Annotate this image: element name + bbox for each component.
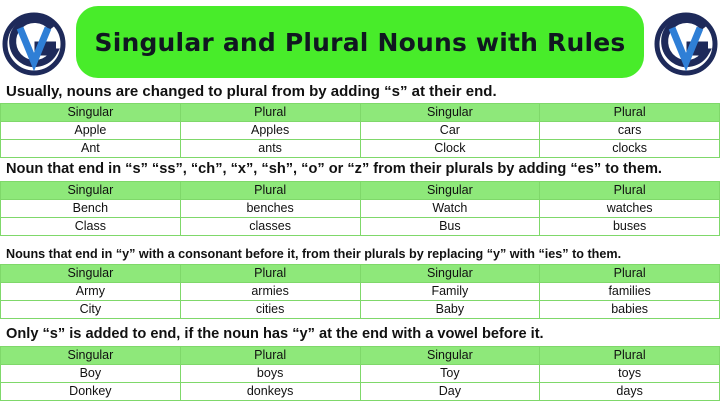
table-cell: Baby: [360, 301, 540, 319]
table-row: [1, 301, 720, 319]
column-header: Singular: [360, 182, 540, 200]
noun-table: [0, 264, 720, 319]
table-cell: buses: [540, 218, 720, 236]
title-banner: [76, 6, 644, 78]
column-header: Plural: [180, 182, 360, 200]
table-cell: days: [540, 383, 720, 401]
rule-heading: Usually, nouns are changed to plural from by adding “s” at their end.: [6, 83, 497, 100]
column-header: Singular: [1, 347, 181, 365]
table-cell: Clock: [360, 140, 540, 158]
table-cell: Day: [360, 383, 540, 401]
table-header-row: [1, 182, 720, 200]
table-cell: classes: [180, 218, 360, 236]
table-cell: Bus: [360, 218, 540, 236]
table-cell: Car: [360, 122, 540, 140]
table-row: [1, 200, 720, 218]
table-cell: Donkey: [1, 383, 181, 401]
rules-content: [0, 80, 720, 401]
table-cell: Army: [1, 283, 181, 301]
column-header: Singular: [360, 265, 540, 283]
table-header-row: [1, 347, 720, 365]
column-header: Plural: [540, 104, 720, 122]
table-cell: cars: [540, 122, 720, 140]
column-header: Singular: [1, 104, 181, 122]
table-row: [1, 283, 720, 301]
page-title: Singular and Plural Nouns with Rules: [94, 27, 626, 57]
column-header: Plural: [540, 182, 720, 200]
rule-heading: Noun that end in “s” “ss”, “ch”, “x”, “sh”, “o” or “z” from their plurals by adding “es” to them.: [6, 161, 662, 177]
table-cell: Ant: [1, 140, 181, 158]
table-cell: babies: [540, 301, 720, 319]
column-header: Singular: [1, 265, 181, 283]
noun-table: [0, 346, 720, 401]
table-cell: donkeys: [180, 383, 360, 401]
table-cell: Boy: [1, 365, 181, 383]
table-cell: Watch: [360, 200, 540, 218]
table-cell: Bench: [1, 200, 181, 218]
table-cell: watches: [540, 200, 720, 218]
gv-logo-icon: [654, 8, 718, 78]
column-header: Plural: [540, 265, 720, 283]
column-header: Singular: [360, 104, 540, 122]
table-cell: ants: [180, 140, 360, 158]
table-cell: benches: [180, 200, 360, 218]
column-header: Plural: [540, 347, 720, 365]
table-row: [1, 383, 720, 401]
column-header: Singular: [360, 347, 540, 365]
table-row: [1, 218, 720, 236]
table-cell: cities: [180, 301, 360, 319]
table-cell: Toy: [360, 365, 540, 383]
table-cell: toys: [540, 365, 720, 383]
rule-heading: Nouns that end in “y” with a consonant before it, from their plurals by replacing “y” with “ies” to them.: [6, 247, 622, 261]
table-row: [1, 122, 720, 140]
noun-table: [0, 103, 720, 158]
table-header-row: [1, 104, 720, 122]
table-cell: Family: [360, 283, 540, 301]
table-row: [1, 140, 720, 158]
column-header: Plural: [180, 347, 360, 365]
table-cell: Apples: [180, 122, 360, 140]
column-header: Singular: [1, 182, 181, 200]
table-cell: City: [1, 301, 181, 319]
table-cell: families: [540, 283, 720, 301]
table-cell: Apple: [1, 122, 181, 140]
table-cell: Class: [1, 218, 181, 236]
rule-heading: Only “s” is added to end, if the noun has “y” at the end with a vowel before it.: [6, 326, 544, 342]
table-row: [1, 365, 720, 383]
noun-table: [0, 181, 720, 236]
column-header: Plural: [180, 265, 360, 283]
table-header-row: [1, 265, 720, 283]
table-cell: clocks: [540, 140, 720, 158]
table-cell: armies: [180, 283, 360, 301]
column-header: Plural: [180, 104, 360, 122]
gv-logo-icon: [2, 8, 66, 78]
table-cell: boys: [180, 365, 360, 383]
